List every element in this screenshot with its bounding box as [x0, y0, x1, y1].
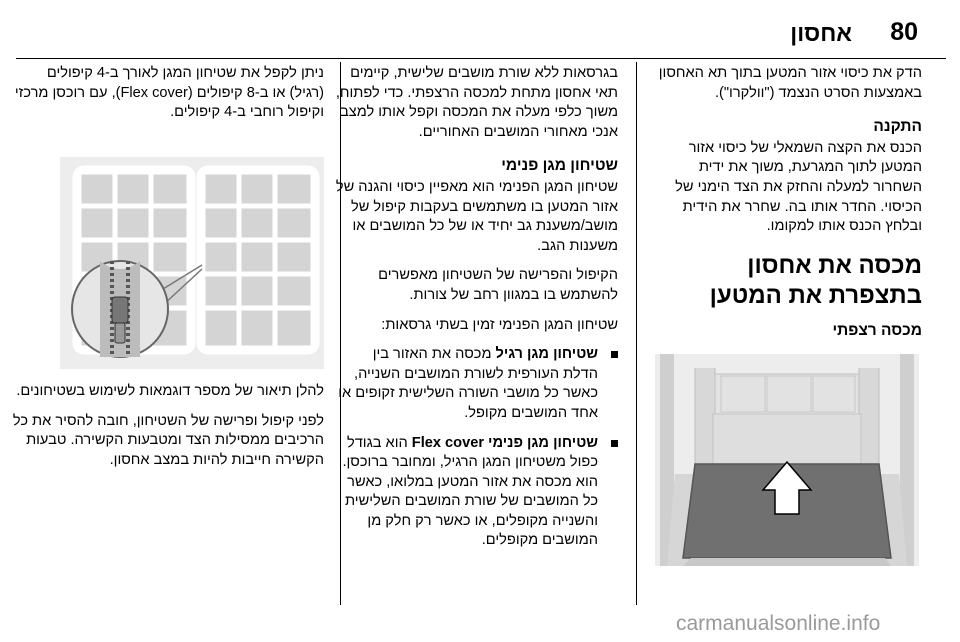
left-column: [12, 64, 324, 133]
bullet-square-icon: [611, 351, 618, 358]
section-title: מכסה את אחסון בתצפרת את המטען: [709, 251, 922, 309]
bullet-square-icon: [611, 440, 618, 447]
bullet-text: הוא בגודל כפול משטיחון המגן הרגיל, ומחובר ברוכסן. הוא מכסה את אזור המטען במלואו, כאשר כל המושבים של שורת המושבים השלישית והשנייה מקופלים, או כאשר רק חלק מן המושבים מקופלים.: [342, 434, 598, 549]
trunk-floor-cover-illustration: [655, 354, 919, 566]
net-text-2: הקיפול והפרישה של השטיחון מאפשרים להשתמש בו במגוון רחב של צורות.: [378, 267, 618, 303]
cover-panel-right: [198, 167, 318, 353]
watermark: carmanualsonline.info: [676, 612, 881, 635]
bullet-bold: שטיחון מגן פנימי Flex cover: [411, 434, 598, 451]
column-divider-right: [636, 62, 637, 605]
versions-list: [334, 345, 618, 551]
zipper-magnifier-icon: [72, 261, 168, 357]
page-number: 80: [890, 18, 918, 46]
net-heading: שטיחון מגן פנימי: [501, 157, 618, 175]
left-column-bottom: [12, 382, 324, 480]
install-text: הכנס את הקצה השמאלי של כיסוי אזור המטען לתוך המגרעת, משוך את ידית השחרור למעלה והחזק את הצד הימני של הכיסוי. החדר אותו בה. שחרר את הידית ובלחץ הכנס אותו למקומו.: [675, 139, 922, 235]
warning-text: לפני קיפול ופרישה של השטיחון, חובה להסיר את כל הרכיבים ממסילות הצד ומטבעות הקשירה. טבעות הקשירה חייבות להיות במצב אחסון.: [12, 412, 324, 468]
subsection-title: מכסה רצפתי: [832, 321, 922, 339]
install-heading: התקנה: [873, 118, 922, 136]
bullet-text: מכסה את האזור בין הדלת העורפית לשורת המושבים השנייה, כאשר כל מושבי השורה השלישית זקופים או אחד המושבים מקופל.: [338, 346, 598, 421]
chapter-title: אחסון: [790, 20, 852, 46]
guide-text: להלן תיאור של מספר דוגמאות לשימוש בשטיחונים.: [16, 383, 324, 399]
right-column: [650, 64, 922, 354]
bullet-bold: שטיחון מגן רגיל: [495, 346, 598, 363]
page-header: [0, 14, 960, 48]
list-item: [334, 345, 618, 423]
header-rule: [16, 58, 946, 59]
fold-text: ניתן לקפל את שטיחון המגן לאורך ב-4 קיפולים (רגיל) או ב-8 קיפולים (Flex cover), עם רוכסן מרכזי וקיפול רוחבי ב-4 קיפולים.: [14, 65, 324, 121]
cover-storage-text: הדק את כיסוי אזור המטען בתוך תא האחסון באמצעות הסרט הנצמד ("וולקרו").: [658, 65, 922, 101]
net-text: שטיחון המגן הפנימי הוא מאפיין כיסוי והגנה של אזור המטען בו משתמשים בעקבות קיפול של מושב/משענת גב יחיד או של כל המושבים או משענות הגב.: [335, 178, 618, 254]
middle-column: [334, 64, 618, 561]
floor-storage-text: בגרסאות ללא שורת מושבים שלישית, קיימים תאי אחסון מתחת למכסה הרצפתי. כדי לפתוח, משוך כלפי מעלה את המכסה וקפל אותו למצב אנכי מאחורי המושבים האחוריים.: [335, 65, 618, 140]
versions-intro: שטיחון המגן הפנימי זמין בשתי גרסאות:: [381, 316, 618, 333]
list-item: [334, 434, 618, 552]
flex-cover-zipper-illustration: [60, 157, 324, 369]
